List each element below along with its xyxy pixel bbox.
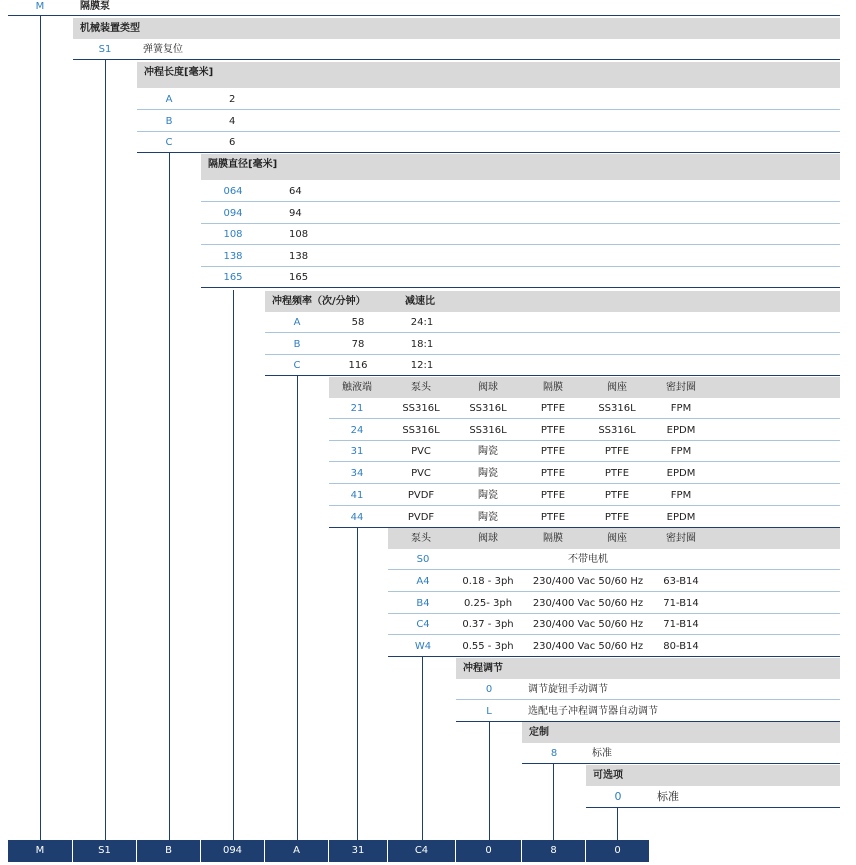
- motor-header-col: 阀座: [607, 533, 627, 544]
- motor-voltage: 230/400 Vac 50/60 Hz: [532, 597, 644, 609]
- wetted-cell: FPM: [670, 489, 692, 501]
- diaphragm-row: [201, 246, 840, 267]
- custom-header: 定制: [522, 722, 840, 743]
- wetted-row: [329, 398, 840, 419]
- connector-s1: [105, 60, 106, 840]
- adjust-row: [456, 679, 840, 700]
- diaphragm-value: 165: [289, 272, 309, 283]
- connector-diaphragm: [233, 290, 234, 840]
- wetted-cell: PVDF: [407, 511, 435, 523]
- level2-code: S1: [98, 44, 112, 55]
- connector-adjust: [489, 721, 490, 840]
- level1-code: M: [35, 1, 45, 12]
- wetted-cell: PVC: [411, 446, 431, 458]
- motor-code: A4: [416, 576, 430, 587]
- motor-flange: 63-B14: [663, 576, 699, 587]
- frequency-code: A: [293, 317, 301, 328]
- level2-row: [73, 39, 840, 60]
- motor-flange: 71-B14: [663, 619, 699, 630]
- diaphragm-code: 165: [223, 272, 243, 283]
- diaphragm-row: [201, 224, 840, 245]
- motor-row: [388, 614, 840, 635]
- adjust-label: 调节旋钮手动调节: [528, 684, 608, 695]
- stroke-length-row: [137, 132, 840, 153]
- wetted-cell: 陶瓷: [478, 468, 498, 480]
- connector-stroke-length: [169, 153, 170, 840]
- connector-motor: [422, 657, 423, 840]
- wetted-cell: SS316L: [402, 403, 440, 414]
- motor-voltage: 230/400 Vac 50/60 Hz: [532, 619, 644, 630]
- frequency-ratio: 24:1: [410, 317, 434, 328]
- motor-flange: 80-B14: [663, 640, 699, 652]
- diaphragm-code: 094: [223, 207, 243, 219]
- diaphragm-code: 108: [223, 229, 243, 240]
- wetted-row: [329, 485, 840, 506]
- model-code-cell: 8: [522, 840, 586, 862]
- wetted-cell: SS316L: [598, 424, 636, 436]
- wetted-cell: EPDM: [666, 424, 696, 436]
- stroke-length-row: [137, 111, 840, 132]
- wetted-cell: PTFE: [540, 489, 566, 501]
- motor-row: [388, 636, 840, 657]
- motor-power: 0.25- 3ph: [463, 597, 513, 609]
- connector-custom: [553, 764, 554, 840]
- motor-header: [388, 528, 840, 549]
- motor-power: 0.37 - 3ph: [462, 619, 514, 630]
- motor-row: [388, 593, 840, 614]
- wetted-code: 44: [350, 511, 364, 523]
- stroke-length-code: A: [165, 94, 173, 105]
- adjust-row: [456, 701, 840, 722]
- motor-flange: 71-B14: [663, 597, 699, 609]
- frequency-value: 116: [348, 360, 368, 371]
- connector-m: [40, 16, 41, 840]
- diaphragm-row: [201, 203, 840, 224]
- wetted-cell: PTFE: [604, 468, 630, 480]
- motor-voltage: 230/400 Vac 50/60 Hz: [532, 576, 644, 587]
- wetted-cell: PTFE: [540, 511, 566, 523]
- diaphragm-value: 64: [289, 186, 302, 197]
- options-label: 标准: [657, 790, 679, 803]
- frequency-ratio: 18:1: [410, 338, 434, 350]
- wetted-code: 34: [350, 468, 364, 480]
- wetted-cell: SS316L: [469, 424, 507, 436]
- ratio-title: 减速比: [405, 296, 435, 307]
- frequency-value: 58: [351, 317, 365, 328]
- stroke-length-value: 4: [229, 115, 236, 127]
- wetted-row: [329, 507, 840, 528]
- level1-label: 隔膜泵: [80, 1, 110, 12]
- stroke-length-code: C: [165, 137, 173, 148]
- options-header: 可选项: [586, 765, 840, 786]
- motor-header-col: 隔膜: [543, 533, 563, 544]
- wetted-cell: PTFE: [540, 424, 566, 436]
- stroke-length-row: [137, 89, 840, 110]
- wetted-cell: FPM: [670, 403, 692, 414]
- diaphragm-value: 138: [289, 250, 309, 262]
- motor-header-col: 泵头: [411, 533, 431, 544]
- options-code: 0: [614, 790, 622, 803]
- stroke-length-code: B: [165, 115, 173, 127]
- motor-code: C4: [416, 619, 430, 630]
- wetted-cell: PTFE: [604, 446, 630, 458]
- connector-wetted: [357, 528, 358, 840]
- motor-header-col: 密封圈: [666, 533, 696, 544]
- motor-row-s0: [388, 549, 840, 570]
- model-code-cell: 31: [329, 840, 388, 862]
- model-code-cell: S1: [73, 840, 137, 862]
- connector-options: [617, 808, 618, 840]
- motor-header-col: 阀球: [478, 533, 498, 544]
- frequency-ratio: 12:1: [410, 360, 434, 371]
- frequency-code: C: [293, 360, 301, 371]
- wetted-end-header: [329, 377, 840, 398]
- model-code-cell: 094: [201, 840, 265, 862]
- wetted-row: [329, 463, 840, 484]
- frequency-row: [265, 312, 840, 333]
- adjust-label: 选配电子冲程调节器自动调节: [528, 705, 658, 717]
- model-code-cell: A: [265, 840, 329, 862]
- diaphragm-value: 94: [289, 207, 302, 219]
- adjust-code: L: [486, 705, 492, 717]
- wetted-cell: PVDF: [407, 489, 435, 501]
- motor-voltage: 230/400 Vac 50/60 Hz: [532, 640, 644, 652]
- diaphragm-value: 108: [289, 229, 309, 240]
- custom-row: [522, 743, 840, 764]
- wetted-header-col: 泵头: [411, 382, 431, 393]
- stroke-frequency-title: 冲程频率（次/分钟）: [272, 296, 366, 307]
- wetted-cell: SS316L: [402, 424, 440, 436]
- level1-row: [8, 0, 840, 16]
- wetted-cell: PTFE: [604, 489, 630, 501]
- connector-frequency: [297, 376, 298, 840]
- wetted-cell: EPDM: [666, 468, 696, 480]
- model-code-cell: C4: [388, 840, 456, 862]
- motor-code-s0: S0: [416, 554, 430, 565]
- wetted-cell: 陶瓷: [478, 511, 498, 523]
- wetted-row: [329, 441, 840, 462]
- custom-code: 8: [550, 748, 558, 759]
- motor-power: 0.55 - 3ph: [462, 640, 514, 652]
- wetted-cell: 陶瓷: [478, 489, 498, 501]
- frequency-row: [265, 355, 840, 376]
- wetted-code: 31: [350, 446, 364, 458]
- wetted-cell: PVC: [411, 468, 431, 480]
- wetted-cell: EPDM: [666, 511, 696, 523]
- model-code-cell: 0: [456, 840, 522, 862]
- motor-row: [388, 571, 840, 592]
- wetted-cell: FPM: [670, 446, 692, 458]
- diaphragm-row: [201, 181, 840, 202]
- wetted-code: 24: [350, 424, 364, 436]
- motor-code: B4: [416, 597, 430, 609]
- adjust-code: 0: [485, 684, 493, 695]
- frequency-code: B: [293, 338, 301, 350]
- motor-power: 0.18 - 3ph: [462, 576, 514, 587]
- wetted-code: 41: [350, 489, 364, 501]
- stroke-length-header: 冲程长度[毫米]: [137, 62, 840, 88]
- wetted-cell: PTFE: [540, 446, 566, 458]
- motor-code: W4: [414, 640, 432, 652]
- diaphragm-code: 064: [223, 186, 243, 197]
- wetted-header-col: 阀座: [607, 382, 627, 393]
- wetted-cell: 陶瓷: [478, 446, 498, 458]
- stroke-length-value: 6: [229, 137, 236, 148]
- stroke-frequency-header: [265, 291, 840, 312]
- wetted-cell: SS316L: [469, 403, 507, 414]
- diaphragm-code: 138: [223, 250, 243, 262]
- model-code-cell: M: [8, 840, 73, 862]
- wetted-row: [329, 420, 840, 441]
- options-row: [586, 786, 840, 808]
- wetted-header-col: 触液端: [342, 382, 372, 393]
- no-motor-label: 不带电机: [568, 554, 608, 565]
- wetted-cell: PTFE: [540, 468, 566, 480]
- level2-header: 机械装置类型: [73, 18, 840, 39]
- frequency-value: 78: [351, 338, 365, 350]
- diaphragm-row: [201, 267, 840, 288]
- custom-label: 标准: [592, 748, 612, 759]
- wetted-code: 21: [350, 403, 364, 414]
- wetted-header-col: 密封圈: [666, 382, 696, 393]
- diaphragm-header: 隔膜直径[毫米]: [201, 154, 840, 180]
- stroke-length-value: 2: [229, 94, 236, 105]
- wetted-cell: SS316L: [598, 403, 636, 414]
- model-code-cell: 0: [586, 840, 650, 862]
- stroke-adjust-header: 冲程调节: [456, 658, 840, 679]
- wetted-cell: PTFE: [604, 511, 630, 523]
- model-code-cell: B: [137, 840, 201, 862]
- wetted-header-col: 阀球: [478, 382, 498, 393]
- wetted-header-col: 隔膜: [543, 382, 563, 393]
- level2-label: 弹簧复位: [143, 44, 183, 55]
- wetted-cell: PTFE: [540, 403, 566, 414]
- frequency-row: [265, 334, 840, 355]
